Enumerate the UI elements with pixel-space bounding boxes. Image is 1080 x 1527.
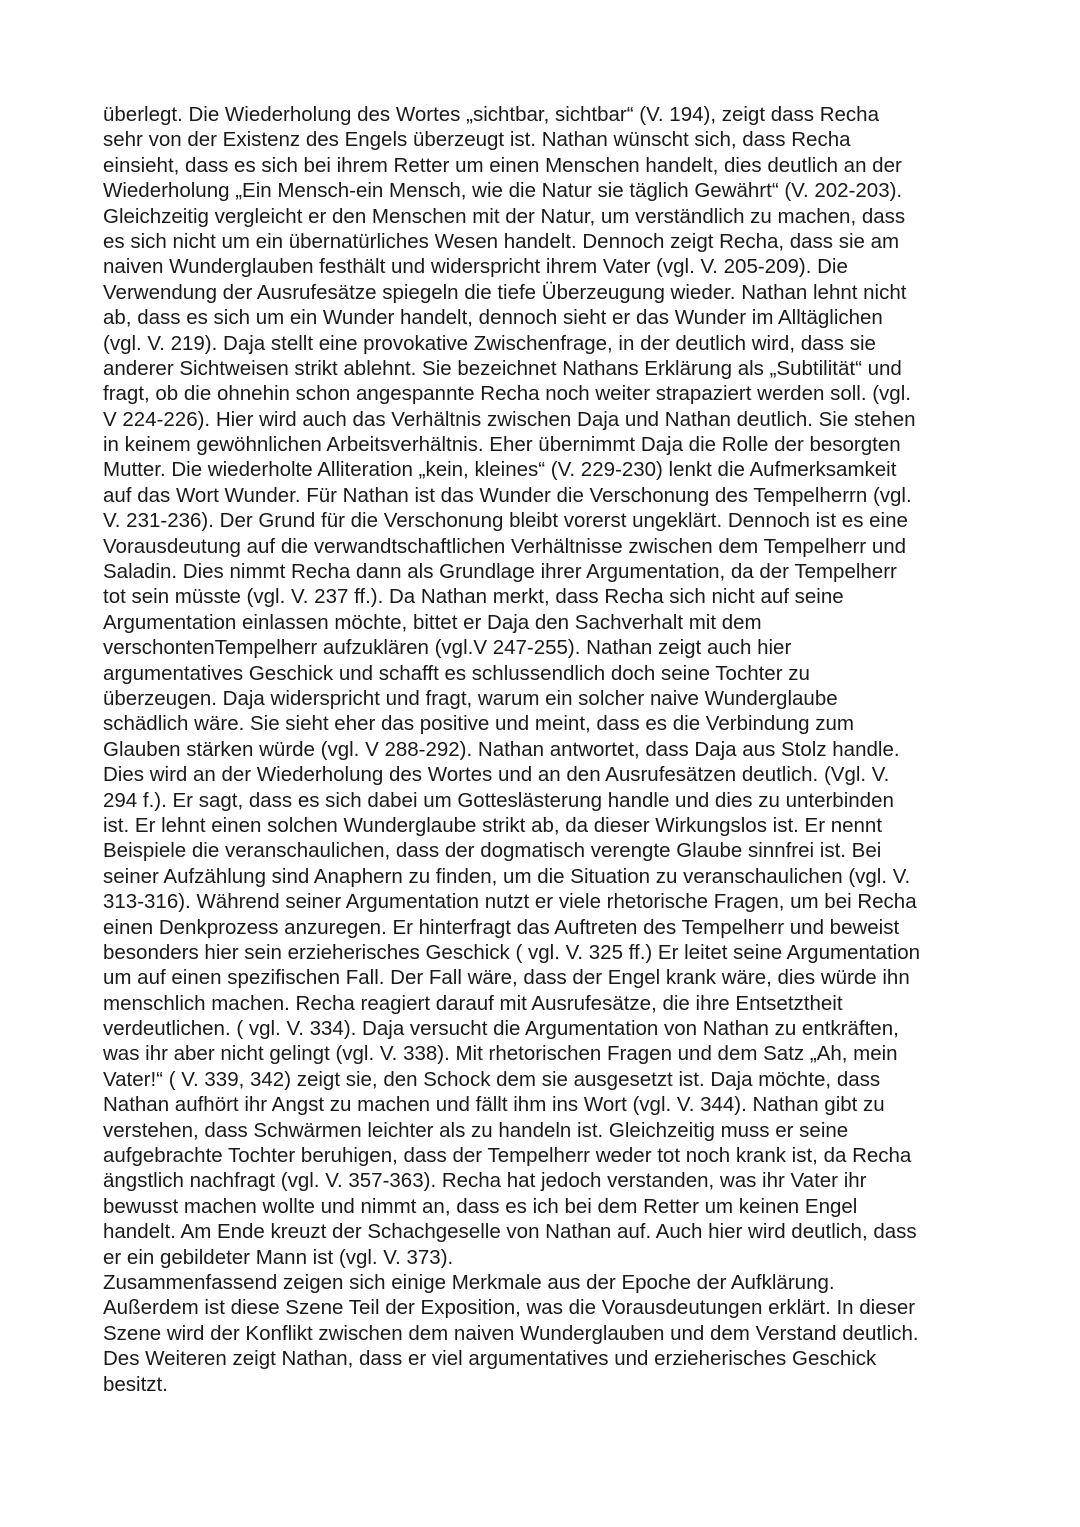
text-line: Mutter. Die wiederholte Alliteration „kein, kleines“ (V. 229-230) lenkt die Aufmerksamkeit [103, 458, 897, 482]
text-line: (vgl. V. 219). Daja stellt eine provokative Zwischenfrage, in der deutlich wird, dass sie [103, 331, 876, 355]
essay-text [103, 102, 1003, 1397]
text-line: Dies wird an der Wiederholung des Wortes und an den Ausrufesätzen deutlich. (Vgl. V. [103, 763, 890, 787]
text-line: überzeugen. Daja widerspricht und fragt, warum ein solcher naive Wunderglaube [103, 686, 838, 710]
text-line: aufgebrachte Tochter beruhigen, dass der Tempelherr weder tot noch krank ist, da Recha [103, 1144, 912, 1168]
text-line: Szene wird der Konflikt zwischen dem naiven Wunderglauben und dem Verstand deutlich. [103, 1321, 919, 1345]
text-line: Beispiele die veranschaulichen, dass der dogmatisch verengte Glaube sinnfrei ist. Bei [103, 839, 882, 863]
text-line: um auf einen spezifischen Fall. Der Fall wäre, dass der Engel krank wäre, dies würde ihn [103, 966, 910, 990]
text-line: Nathan aufhört ihr Angst zu machen und fällt ihm ins Wort (vgl. V. 344). Nathan gibt zu [103, 1093, 885, 1117]
text-line: schädlich wäre. Sie sieht eher das positive und meint, dass es die Verbindung zum [103, 712, 854, 736]
text-line: seiner Aufzählung sind Anaphern zu finden, um die Situation zu veranschaulichen (vgl. V. [103, 864, 911, 888]
text-line: ab, dass es sich um ein Wunder handelt, dennoch sieht er das Wunder im Alltäglichen [103, 306, 883, 330]
text-line: ängstlich nachfragt (vgl. V. 357-363). Recha hat jedoch verstanden, was ihr Vater ihr [103, 1169, 867, 1193]
text-line: Vorausdeutung auf die verwandtschaftlichen Verhältnisse zwischen dem Tempelherr und [103, 534, 907, 558]
text-line: naiven Wunderglauben festhält und widerspricht ihrem Vater (vgl. V. 205-209). Die [103, 255, 848, 279]
text-line: verschontenTempelherr aufzuklären (vgl.V 247-255). Nathan zeigt auch hier [103, 636, 792, 660]
text-line: argumentatives Geschick und schafft es schlussendlich doch seine Tochter zu [103, 661, 810, 685]
text-line: ist. Er lehnt einen solchen Wunderglaube strikt ab, da dieser Wirkungslos ist. Er nennt [103, 813, 883, 837]
text-line: Argumentation einlassen möchte, bittet er Daja den Sachverhalt mit dem [103, 610, 762, 634]
text-line: Außerdem ist diese Szene Teil der Exposition, was die Vorausdeutungen erklärt. In dieser [103, 1296, 916, 1320]
text-line: anderer Sichtweisen strikt ablehnt. Sie bezeichnet Nathans Erklärung als „Subtilität“ und [103, 356, 902, 380]
text-line: Wiederholung „Ein Mensch-ein Mensch, wie die Natur sie täglich Gewährt“ (V. 202-203). [103, 179, 903, 203]
text-line: es sich nicht um ein übernatürliches Wesen handelt. Dennoch zeigt Recha, dass sie am [103, 229, 900, 253]
text-line: einen Denkprozess anzuregen. Er hinterfragt das Auftreten des Tempelherr und beweist [103, 915, 900, 939]
text-line: Zusammenfassend zeigen sich einige Merkmale aus der Epoche der Aufklärung. [103, 1270, 835, 1294]
text-line: auf das Wort Wunder. Für Nathan ist das Wunder die Verschonung des Tempelherrn (vgl. [103, 483, 912, 507]
text-line: besonders hier sein erzieherisches Geschick ( vgl. V. 325 ff.) Er leitet seine Argumentation [103, 940, 921, 964]
text-line: Verwendung der Ausrufesätze spiegeln die tiefe Überzeugung wieder. Nathan lehnt nicht [103, 280, 907, 304]
text-line: Saladin. Dies nimmt Recha dann als Grundlage ihrer Argumentation, da der Tempelherr [103, 560, 897, 584]
text-line: überlegt. Die Wiederholung des Wortes „sichtbar, sichtbar“ (V. 194), zeigt dass Recha [103, 103, 879, 126]
text-line: fragt, ob die ohnehin schon angespannte Recha noch weiter strapaziert werden soll. (vgl. [103, 382, 911, 406]
text-line: menschlich machen. Recha reagiert darauf mit Ausrufesätze, die ihre Entsetztheit [103, 991, 843, 1015]
text-line: besitzt. [103, 1372, 168, 1396]
text-line: einsieht, dass es sich bei ihrem Retter um einen Menschen handelt, dies deutlich an der [103, 153, 902, 177]
text-line: er ein gebildeter Mann ist (vgl. V. 373). [103, 1245, 454, 1269]
text-line: verstehen, dass Schwärmen leichter als zu handeln ist. Gleichzeitig muss er seine [103, 1118, 849, 1142]
text-line: was ihr aber nicht gelingt (vgl. V. 338). Mit rhetorischen Fragen und dem Satz „Ah, mein [103, 1042, 898, 1066]
text-line: bewusst machen wollte und nimmt an, dass es ich bei dem Retter um keinen Engel [103, 1194, 858, 1218]
text-line: verdeutlichen. ( vgl. V. 334). Daja versucht die Argumentation von Nathan zu entkräften, [103, 1017, 899, 1041]
text-line: Glauben stärken würde (vgl. V 288-292). Nathan antwortet, dass Daja aus Stolz handle. [103, 737, 900, 761]
text-line: tot sein müsste (vgl. V. 237 ff.). Da Nathan merkt, dass Recha sich nicht auf seine [103, 585, 844, 609]
text-line: 294 f.). Er sagt, dass es sich dabei um Gotteslästerung handle und dies zu unterbinden [103, 788, 894, 812]
text-line: handelt. Am Ende kreuzt der Schachgeselle von Nathan auf. Auch hier wird deutlich, dass [103, 1220, 917, 1244]
text-line: sehr von der Existenz des Engels überzeugt ist. Nathan wünscht sich, dass Recha [103, 128, 851, 152]
text-line: Vater!“ ( V. 339, 342) zeigt sie, den Schock dem sie ausgesetzt ist. Daja möchte, dass [103, 1067, 881, 1091]
text-line: in keinem gewöhnlichen Arbeitsverhältnis. Eher übernimmt Daja die Rolle der besorgten [103, 433, 901, 457]
text-line: Gleichzeitig vergleicht er den Menschen mit der Natur, um verständlich zu machen, dass [103, 204, 906, 228]
text-line: V 224-226). Hier wird auch das Verhältnis zwischen Daja und Nathan deutlich. Sie stehen [103, 407, 916, 431]
text-line: Des Weiteren zeigt Nathan, dass er viel argumentatives und erzieherisches Geschick [103, 1347, 877, 1371]
text-line: V. 231-236). Der Grund für die Verschonung bleibt vorerst ungeklärt. Dennoch ist es eine [103, 509, 908, 533]
text-line: 313-316). Während seiner Argumentation nutzt er viele rhetorische Fragen, um bei Recha [103, 890, 917, 914]
